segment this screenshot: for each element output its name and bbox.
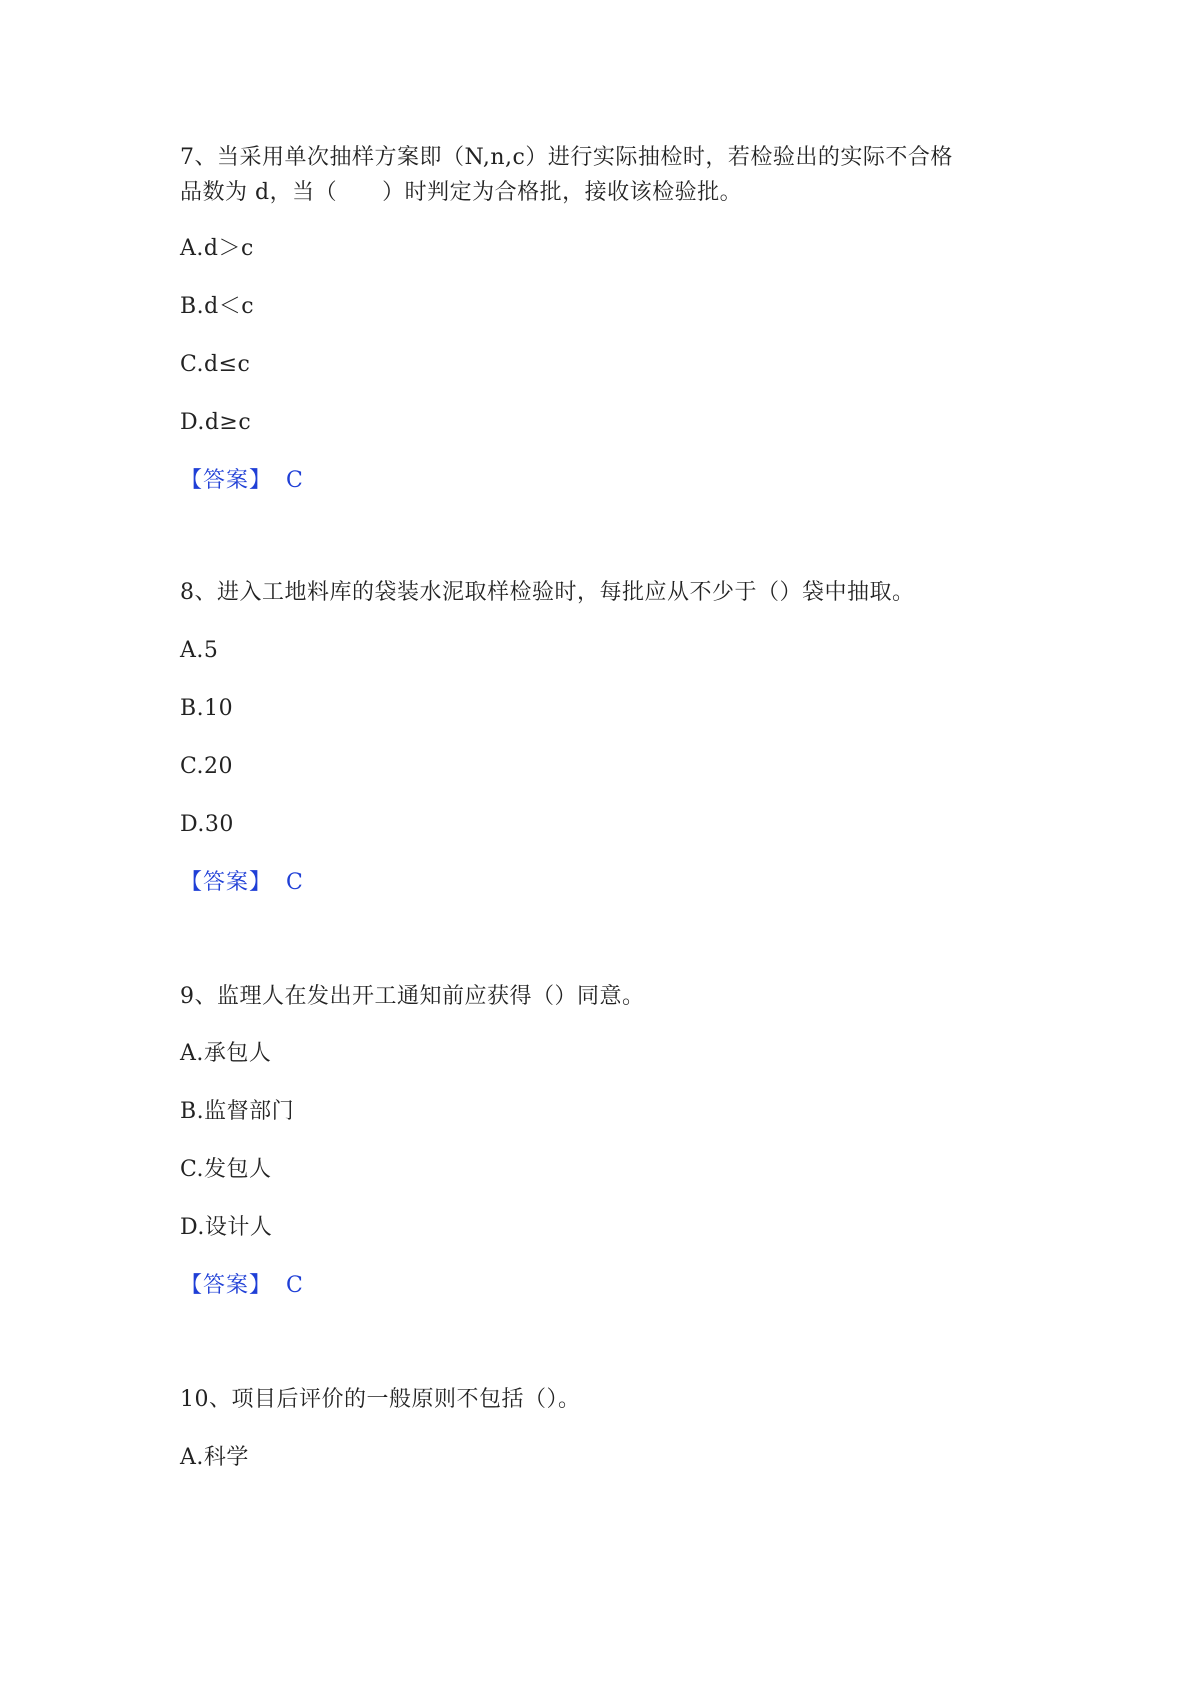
question-9-option-d: D.设计人 [180,1215,273,1240]
question-10-option-a: A.科学 [180,1445,249,1470]
answer-value: C [286,1273,304,1298]
question-9-answer [180,1269,303,1303]
question-8-option-d: D.30 [180,812,234,837]
question-7-option-c: C.d≤c [180,352,251,377]
answer-value: C [286,468,304,493]
answer-label: 【答案】 [180,1273,273,1298]
question-10-stem-line1: 10、项目后评价的一般原则不包括（）。 [180,1387,581,1412]
question-8-answer [180,866,303,900]
answer-value: C [286,870,304,895]
question-7-answer [180,464,303,498]
question-8-option-b: B.10 [180,696,234,721]
answer-label: 【答案】 [180,468,273,493]
question-7-option-b: B.d＜c [180,294,255,319]
question-7-option-a: A.d＞c [180,236,254,261]
question-8-option-c: C.20 [180,754,234,779]
question-9-option-b: B.监督部门 [180,1099,295,1124]
question-8-stem-line1: 8、进入工地料库的袋装水泥取样检验时，每批应从不少于（）袋中抽取。 [180,580,915,605]
question-9-option-a: A.承包人 [180,1041,272,1066]
question-8-option-a: A.5 [180,638,219,663]
question-7-stem-line1: 7、当采用单次抽样方案即（N,n,c）进行实际抽检时，若检验出的实际不合格 [180,145,953,170]
question-9-option-c: C.发包人 [180,1157,272,1182]
question-7-stem-line2: 品数为 d，当（ ）时判定为合格批，接收该检验批。 [180,180,743,205]
answer-label: 【答案】 [180,870,273,895]
question-7-option-d: D.d≥c [180,410,252,435]
question-9-stem-line1: 9、监理人在发出开工通知前应获得（）同意。 [180,984,645,1009]
